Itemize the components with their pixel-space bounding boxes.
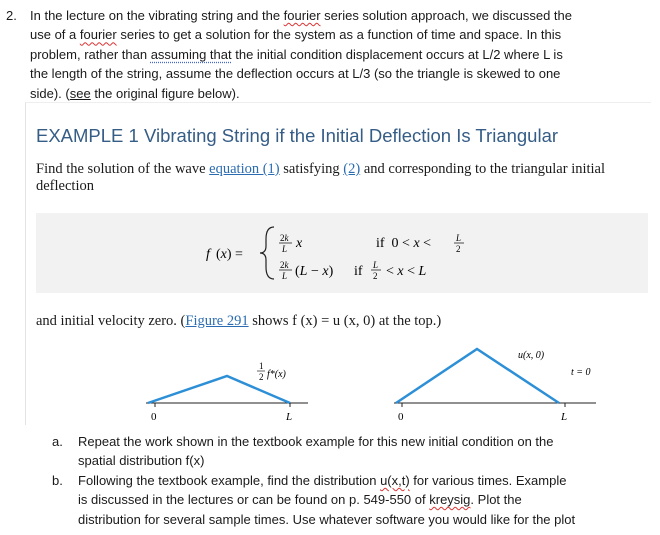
svg-text:2: 2 xyxy=(456,244,461,254)
part-b-line-1: Following the textbook example, find the distribution u(x,t) for various times. Example xyxy=(78,472,567,488)
figure-291 xyxy=(126,337,626,425)
svg-text:(x) =: (x) = xyxy=(216,247,243,262)
right-u-label: u(x, 0) xyxy=(518,350,545,361)
svg-text:L: L xyxy=(282,244,288,254)
svg-text:f: f xyxy=(206,247,210,262)
part-a xyxy=(52,432,652,471)
figure-291-link[interactable]: Figure 291 xyxy=(185,313,249,329)
question-line-4: the length of the string, assume the deflection occurs at L/3 (so the triangle is skewed to one xyxy=(30,66,561,82)
svg-text:if 0 < x <: if 0 < x < xyxy=(376,236,432,251)
question-line-3: problem, rather than assuming that the initial condition displacement occurs at L/2 where L is xyxy=(30,46,563,62)
example-body: Find the solution of the wave equation (1) satisfying (2) and corresponding to the triangular initial deflection xyxy=(36,161,606,194)
svg-text:(L − x): (L − x) xyxy=(295,264,334,279)
svg-text:L: L xyxy=(373,260,379,270)
svg-text:2: 2 xyxy=(373,271,378,281)
equation-1-link[interactable]: equation (1) xyxy=(209,161,280,177)
svg-text:x: x xyxy=(296,236,303,251)
svg-text:if: if xyxy=(354,264,363,279)
left-half-num: 1 xyxy=(259,361,264,371)
left-L-label: L xyxy=(286,411,293,423)
equation-2-link[interactable]: (2) xyxy=(343,161,361,177)
left-triangle xyxy=(148,376,290,403)
part-a-label: a. xyxy=(52,434,63,449)
question-line-5: side). (see the original figure below). xyxy=(30,85,240,101)
question-parts xyxy=(52,432,652,529)
right-zero-label: 0 xyxy=(398,411,404,423)
svg-text:2k: 2k xyxy=(280,233,289,243)
right-L-label: L xyxy=(561,411,568,423)
svg-text:< x < L: < x < L xyxy=(386,264,427,279)
question-line-2: use of a fourier series to get a solution for the system as a function of time and space. In this xyxy=(30,27,562,43)
svg-text:2k: 2k xyxy=(280,260,289,270)
t-zero-label: t = 0 xyxy=(571,367,591,378)
part-b xyxy=(52,471,652,529)
example-title: EXAMPLE 1 Vibrating String if the Initial Deflection Is Triangular xyxy=(36,125,559,146)
part-a-line-1: Repeat the work shown in the textbook example for this new initial condition on the xyxy=(78,434,554,449)
part-a-line-2: spatial distribution f(x) xyxy=(78,453,205,469)
piecewise-equation xyxy=(36,213,648,293)
svg-text:L: L xyxy=(456,233,462,243)
piecewise-equation-graphic xyxy=(36,213,648,293)
svg-text:L: L xyxy=(282,271,288,281)
question-line-1: In the lecture on the vibrating string and the fourier series solution approach, we discussed the xyxy=(30,8,573,23)
left-f-label: f*(x) xyxy=(267,369,286,380)
question-text xyxy=(30,6,646,103)
initial-velocity-text: and initial velocity zero. (Figure 291 shows f (x) = u (x, 0) at the top.) xyxy=(36,313,442,329)
part-b-label: b. xyxy=(52,472,63,488)
textbook-example-card xyxy=(25,102,651,425)
left-half-den: 2 xyxy=(259,372,264,382)
part-b-line-3: distribution for several sample times. Use whatever software you would like for the plot xyxy=(78,511,576,527)
question-number: 2. xyxy=(6,8,17,23)
part-b-line-2: is discussed in the lectures or can be found on p. 549-550 of kreysig. Plot the xyxy=(78,492,522,508)
left-zero-label: 0 xyxy=(151,411,157,423)
